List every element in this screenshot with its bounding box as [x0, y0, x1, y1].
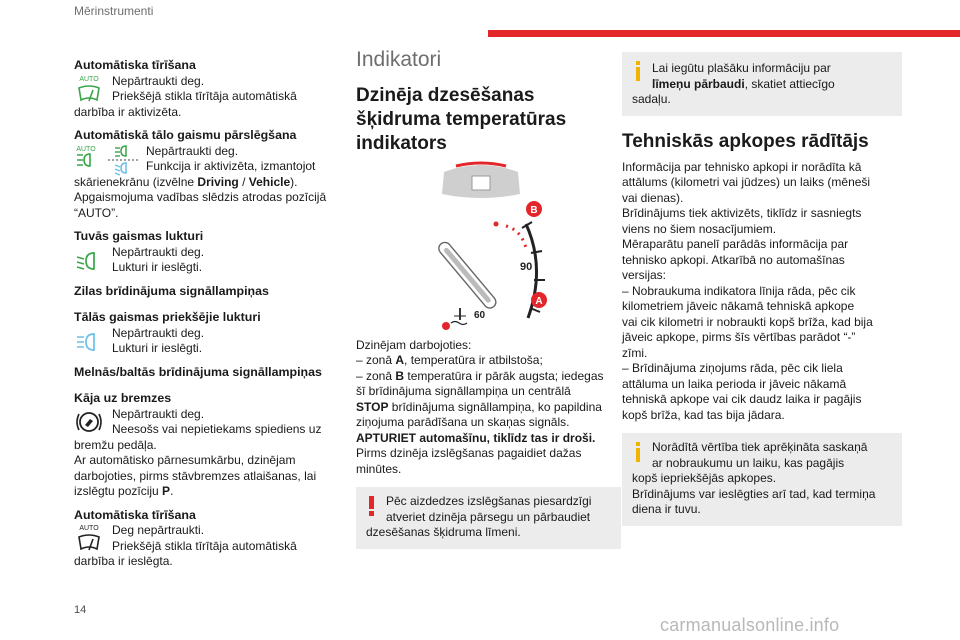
indicator-desc-cont: skārienekrānu (izvēlne Driving / Vehicle).	[74, 174, 298, 189]
service-note-box: Norādītā vērtība tiek aprēķināta saskaņā ar nobraukumu un laiku, kas pagājis kopš iepriekšējās apkopes. Brīdinājums var ieslēgties arī tad, kad termiņa diena ir tuvu.	[622, 433, 902, 526]
section-title: Tālās gaismas priekšējie lukturi	[74, 310, 261, 324]
service-indicator-title: Tehniskās apkopes rādītājs	[622, 130, 869, 152]
chapter-title: Mērinstrumenti	[74, 4, 154, 18]
levels-info-box: Lai iegūtu plašāku informāciju par līmeņu pārbaudi, skatiet attiecīgo sadaļu.	[622, 52, 902, 116]
main-beam-section	[74, 310, 344, 357]
section-title: Automātiska tīrīšana	[74, 58, 196, 72]
auto-high-beam-icons	[74, 144, 144, 176]
indicator-status: Nepārtraukti deg.	[146, 143, 239, 158]
gauge-label-60: 60	[474, 309, 486, 321]
section-title: Tuvās gaismas lukturi	[74, 229, 204, 243]
main-beam-icon	[74, 330, 106, 354]
indicator-status: Nepārtraukti deg.	[112, 406, 205, 421]
column-middle	[356, 48, 621, 549]
auto-wipe-section	[74, 58, 344, 120]
dipped-beam-icon	[74, 249, 106, 273]
indicator-note: darbojoties, pirms stāvbremzes atlaišanas, lai	[74, 468, 317, 483]
section-title-bw-warning: Melnās/baltās brīdinājuma signāllampiņas	[74, 364, 322, 379]
indicator-desc: Lukturi ir ieslēgti.	[112, 341, 203, 355]
indicator-desc-cont: darbība ir ieslēgta.	[74, 554, 173, 568]
indicator-row	[74, 74, 344, 105]
service-body-text: Informācija par tehnisko apkopi ir norādīta kā attālums (kilometri vai jūdzes) un laiks (mēneši vai dienas). Brīdinājums tiek aktivizēts, tiklīdz ir sasniegts viens no šiem nosacījumiem. Mēraparātu panelī parādās informācija par tehnisko apkopi. Atkarībā no automašīnas versijas: – Nobraukuma indikatora līnija rāda, pēc cik kilometriem jāveic nākamā tehniskā apkope vai cik kilometri ir nobraukti kopš brīža, kad bija jāveic apkope, pirms šīs vērtības parādot “-” zīmi. – Brīdinājuma ziņojums rāda, pēc cik liela attāluma un laika perioda ir jāveic nākamā tehniskā apkope vai cik daudz laika ir pagājis kopš brīža, kad tas bija jādara.	[622, 159, 873, 422]
indicator-desc: Funkcija ir aktivizēta, izmantojot	[146, 159, 316, 173]
indicator-status: Deg nepārtraukti.	[112, 523, 205, 537]
indicator-row	[74, 523, 344, 554]
section-title: Automātiskā tālo gaismu pārslēgšana	[74, 128, 297, 142]
dipped-beam-section	[74, 229, 344, 276]
auto-wiper-black-icon	[74, 523, 106, 555]
indicator-desc: Priekšējā stikla tīrītāja automātiskā	[112, 89, 297, 103]
warning-exclamation-icon	[364, 495, 380, 517]
svg-text:AUTO: AUTO	[79, 525, 99, 532]
indicator-desc-cont: bremžu pedāļa.	[74, 437, 157, 452]
indicator-note: Ar automātisko pārnesumkārbu, dzinējam	[74, 453, 296, 467]
watermark: carmanualsonline.info	[660, 615, 840, 635]
coolant-section-title: Dzinēja dzesēšanas šķidruma temperatūras indikators	[356, 84, 567, 154]
page-number: 14	[74, 604, 87, 616]
gauge-needle	[436, 239, 498, 310]
auto-wipe-off-section	[74, 508, 344, 570]
section-title: Automātiska tīrīšana	[74, 507, 196, 522]
indicator-status: Nepārtraukti deg.	[112, 73, 205, 88]
auto-wiper-green-icon	[74, 74, 106, 106]
indicator-note: izslēgtu pozīciju P.	[74, 484, 174, 498]
coolant-warning-box: Pēc aizdedzes izslēgšanas piesardzīgi atveriet dzinēja pārsegu un pārbaudiet dzesēšanas šķidruma līmeni.	[356, 487, 621, 549]
gauge-label-90: 90	[520, 260, 533, 273]
foot-on-brake-icon	[74, 408, 106, 436]
indicator-status: Nepārtraukti deg.	[112, 244, 205, 259]
coolant-temp-icon	[451, 308, 467, 325]
indicator-row	[74, 326, 344, 357]
main-heading: Indikatori	[356, 48, 442, 71]
svg-text:AUTO: AUTO	[76, 145, 96, 153]
indicator-row	[74, 407, 344, 438]
instrument-cluster-icon	[442, 163, 520, 198]
indicator-status: Nepārtraukti deg.	[112, 325, 205, 340]
svg-text:A: A	[535, 295, 543, 307]
section-title-blue-warning: Zilas brīdinājuma signāllampiņas	[74, 283, 269, 298]
svg-text:AUTO: AUTO	[79, 75, 99, 83]
indicator-desc: Priekšējā stikla tīrītāja automātiskā	[112, 538, 297, 553]
column-right	[622, 52, 902, 526]
gauge-diagram	[356, 158, 621, 354]
section-title: Kāja uz bremzes	[74, 391, 172, 405]
hot-zone-dots	[506, 226, 526, 248]
svg-text:B: B	[530, 204, 538, 216]
indicator-row	[74, 245, 344, 276]
column-left	[74, 58, 344, 570]
info-icon	[630, 60, 646, 82]
coolant-body-text: Dzinējam darbojoties: – zonā A, temperatūra ir atbilstoša; – zonā B temperatūra ir pārāk augsta; iedegas šī brīdinājuma signāllampiņa un centrālā STOP brīdinājuma signāllampiņa, ko papildina ziņojuma parādīšana un skaņas signāls. APTURIET automašīnu, tiklīdz tas ir droši. Pirms dzinēja izslēgšanas pagaidiet dažas minūtes.	[356, 337, 604, 476]
indicator-row	[74, 144, 344, 175]
auto-high-beam-section	[74, 128, 344, 221]
coolant-gauge-illustration	[356, 158, 621, 354]
indicator-desc-cont: darbība ir aktivizēta.	[74, 104, 182, 119]
indicator-desc: Neesošs vai nepietiekams spiediens uz	[112, 422, 322, 436]
indicator-desc: Lukturi ir ieslēgti.	[112, 260, 203, 274]
info-icon	[630, 441, 646, 463]
foot-brake-section	[74, 391, 344, 500]
indicator-note-cont: “AUTO”.	[74, 205, 119, 220]
chapter-accent-bar	[488, 30, 960, 37]
indicator-note: Apgaismojuma vadības slēdzis atrodas pozīcijā	[74, 190, 327, 204]
